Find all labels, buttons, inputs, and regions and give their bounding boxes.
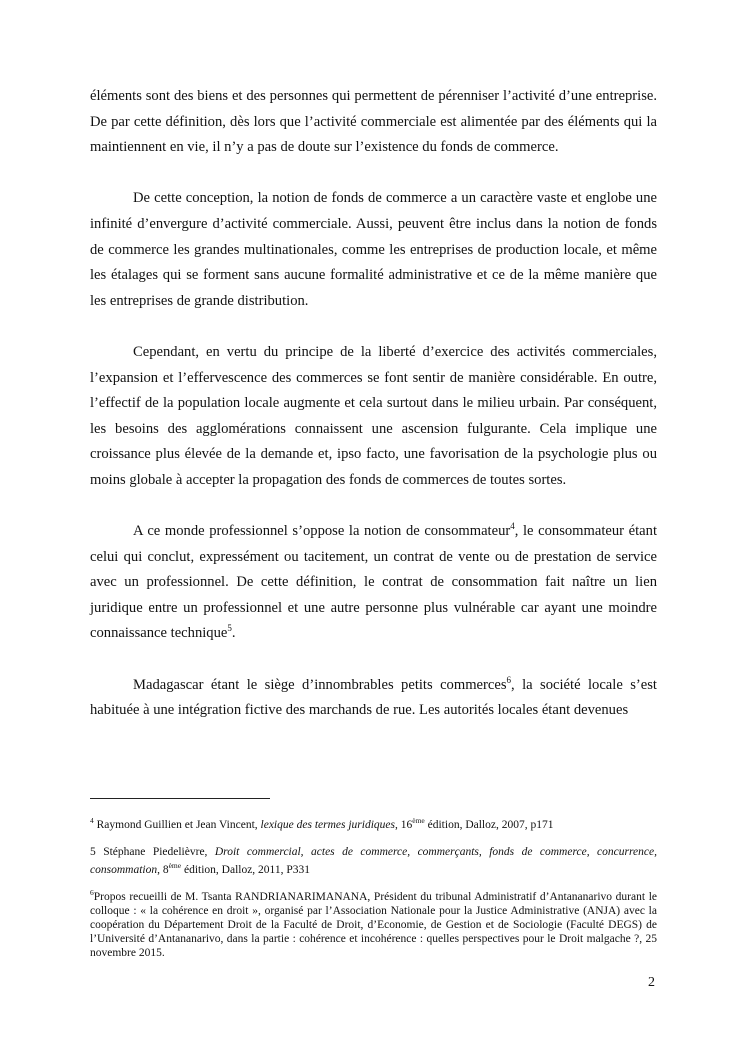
paragraph-5-text-b: , la société locale s’est habituée à une intégration fictive des marchands de rue. Les autorités locales étant devenues xyxy=(90,676,657,719)
page-number: 2 xyxy=(648,975,655,990)
paragraph-5-text-a: Madagascar étant le siège d’innombrables petits commerces xyxy=(133,676,507,693)
footnote-5-text-b: , 8 xyxy=(157,864,169,876)
body-text xyxy=(90,84,657,749)
footnote-5-number: 5 xyxy=(90,846,96,858)
footnote-4-text-b: , 16 xyxy=(395,819,413,831)
footnote-separator xyxy=(90,798,270,799)
footnote-ref-5[interactable]: 5 xyxy=(227,623,232,634)
footnote-5-text-c: édition, Dalloz, 2011, P331 xyxy=(181,864,311,876)
paragraph-4-text-a: A ce monde professionnel s’oppose la notion de consommateur xyxy=(133,523,511,540)
paragraph-2: De cette conception, la notion de fonds de commerce a un caractère vaste et englobe une infinité d’envergure d’activité commerciale. Aussi, peuvent être inclus dans la notion de fonds de commerce les grandes multinationales, comme les entreprises de production locale, et même les étalages qui se forment sans aucune formalité administrative et ce de la même manière que les entreprises de grande distribution. xyxy=(90,190,657,309)
paragraph-5 xyxy=(90,673,657,724)
footnote-5 xyxy=(90,843,657,879)
footnote-6-text: Propos recueilli de M. Tsanta RANDRIANARIMANANA, Président du tribunal Administratif d’Antananarivo durant le colloque : « la cohérence en droit », organisé par l’Association Nationale pour la Justice Administrative (ANJA) avec la coopération du Département Droit de la Faculté de Droit, d’Economie, de Gestion et de Sociologie (Faculté DEGS) de l’Université d’Antananarivo, dans la partie : cohérence et incohérence : quelles perspectives pour le Droit malgache ?, 25 novembre 2015. xyxy=(90,891,657,959)
footnote-4-text-c: édition, Dalloz, 2007, p171 xyxy=(424,819,554,831)
footnote-5-text-a: Stéphane Piedelièvre, xyxy=(95,846,215,858)
paragraph-3: Cependant, en vertu du principe de la liberté d’exercice des activités commerciales, l’expansion et l’effervescence des commerces se font sentir de manière considérable. En outre, l’effectif de la population locale augmente et cela surtout dans le milieu urbain. Par conséquent, les besoins des agglomérations connaissent une ascension fulgurante. Cela implique une croissance plus élevée de la demande et, ipso facto, une favorisation de la psychologie plus ou moins globale à accepter la propagation des fonds de commerces de toutes sortes. xyxy=(90,343,657,488)
footnote-4 xyxy=(90,818,657,832)
footnote-5-sup: ème xyxy=(168,861,182,871)
paragraph-4-text-c: . xyxy=(231,625,236,642)
footnote-4-number: 4 xyxy=(90,816,94,826)
footnote-ref-4[interactable]: 4 xyxy=(510,521,515,532)
footnote-6 xyxy=(90,890,657,960)
footnote-4-text-a: Raymond Guillien et Jean Vincent, xyxy=(93,819,261,831)
footnote-4-title: lexique des termes juridiques xyxy=(260,819,395,831)
paragraph-4-text-b: , le consommateur étant celui qui conclut, expressément ou tacitement, un contrat de vente ou de prestation de service avec un professionnel. De cette définition, le contrat de consommation fait naître un lien juridique entre un professionnel et une autre personne plus vulnérable car ayant une moindre connaissance technique xyxy=(90,523,658,642)
paragraph-1: éléments sont des biens et des personnes qui permettent de pérenniser l’activité d’une entreprise. De par cette définition, dès lors que l’activité commerciale est alimentée par des éléments qui la maintiennent en vie, il n’y a pas de doute sur l’existence du fonds de commerce. xyxy=(90,88,657,156)
footnote-6-number: 6 xyxy=(90,888,94,898)
footnotes xyxy=(90,818,657,971)
footnote-5-title: Droit commercial, actes de commerce, commerçants, fonds de commerce, concurrence, consommation xyxy=(90,846,657,876)
footnote-ref-6[interactable]: 6 xyxy=(506,674,512,685)
footnote-4-sup: ème xyxy=(412,816,425,826)
paragraph-4 xyxy=(90,519,657,647)
